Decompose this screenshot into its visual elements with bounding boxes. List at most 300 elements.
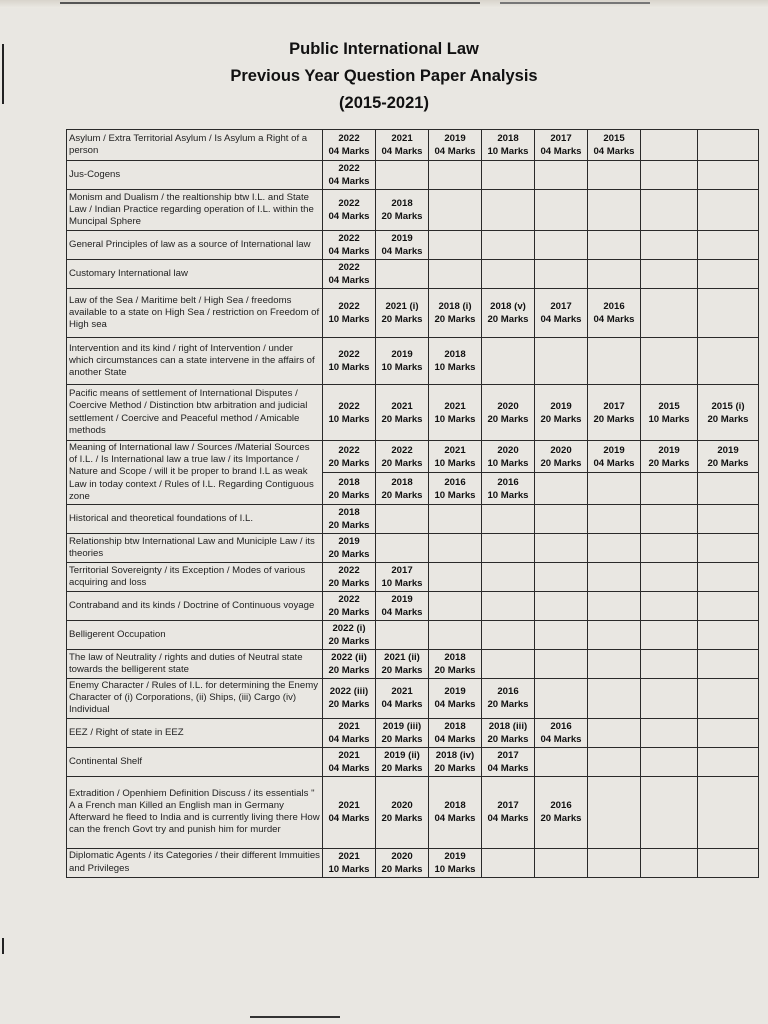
- exam-marks: 04 Marks: [593, 314, 635, 325]
- question-analysis-table: [66, 129, 759, 878]
- exam-year: 2021: [444, 444, 466, 456]
- exam-marks: 04 Marks: [328, 146, 370, 157]
- exam-marks: 04 Marks: [434, 699, 476, 711]
- exam-entry: [325, 651, 373, 677]
- exam-cell: [429, 260, 482, 289]
- exam-entry: [700, 400, 756, 426]
- exam-marks: 20 Marks: [381, 413, 423, 425]
- table-row: [67, 650, 759, 679]
- exam-marks: 20 Marks: [434, 762, 476, 774]
- exam-cell: [376, 161, 429, 190]
- exam-entry: [643, 444, 695, 470]
- exam-cell: [323, 747, 376, 776]
- scan-bottom-mark: [250, 1016, 340, 1018]
- exam-year: 2018 (iii): [488, 720, 528, 732]
- exam-cell: [482, 563, 535, 592]
- exam-marks: 10 Marks: [434, 362, 476, 373]
- exam-cell: [535, 718, 588, 747]
- exam-year: 2022: [338, 163, 360, 174]
- exam-cell: [641, 190, 698, 231]
- exam-marks: 20 Marks: [434, 665, 476, 677]
- exam-cell: [698, 747, 759, 776]
- exam-entry: [325, 232, 373, 258]
- exam-cell: [482, 338, 535, 385]
- exam-cell: [535, 289, 588, 338]
- exam-cell: [588, 260, 641, 289]
- exam-year: 2019: [391, 594, 413, 606]
- exam-cell: [376, 621, 429, 650]
- exam-cell: [588, 592, 641, 621]
- exam-entry: [537, 300, 585, 326]
- exam-year: 2016: [550, 800, 572, 812]
- exam-year: 2020: [497, 400, 519, 412]
- exam-marks: 10 Marks: [434, 457, 476, 469]
- exam-cell: [588, 534, 641, 563]
- exam-year: 2022: [338, 400, 360, 412]
- exam-cell: [535, 161, 588, 190]
- exam-marks: 20 Marks: [648, 457, 690, 469]
- exam-cell: [376, 650, 429, 679]
- exam-cell: [482, 289, 535, 338]
- exam-year: 2022 (iii): [329, 686, 369, 698]
- exam-cell: [429, 130, 482, 161]
- topic-cell: Diplomatic Agents / its Categories / their different Immuities and Privileges: [67, 848, 323, 877]
- exam-entry: [378, 593, 426, 619]
- exam-year: 2022 (ii): [331, 652, 367, 664]
- exam-entry: [325, 506, 373, 532]
- exam-marks: 20 Marks: [328, 665, 370, 677]
- exam-year: 2021: [338, 800, 360, 812]
- exam-cell: [588, 650, 641, 679]
- exam-year: 2015: [603, 133, 625, 144]
- exam-entry: [325, 400, 373, 426]
- topic-cell: Belligerent Occupation: [67, 621, 323, 650]
- exam-year: 2015: [658, 400, 680, 412]
- exam-marks: 20 Marks: [328, 636, 370, 648]
- exam-entry: [484, 749, 532, 775]
- exam-cell: [482, 679, 535, 719]
- exam-year: 2019: [550, 400, 572, 412]
- exam-cell: [641, 848, 698, 877]
- exam-cell: [588, 161, 641, 190]
- exam-cell: [588, 231, 641, 260]
- table-row: [67, 534, 759, 563]
- exam-cell: [376, 592, 429, 621]
- exam-entry: [484, 685, 532, 711]
- exam-year: 2022: [338, 444, 360, 456]
- exam-year: 2017: [550, 301, 572, 312]
- page-subtitle: Previous Year Question Paper Analysis: [230, 67, 538, 85]
- exam-entry: [431, 749, 479, 775]
- exam-cell: [376, 338, 429, 385]
- table-row: [67, 338, 759, 385]
- exam-year: 2021: [338, 749, 360, 761]
- exam-cell: [641, 231, 698, 260]
- exam-cell: [698, 441, 759, 473]
- exam-cell: [698, 385, 759, 441]
- exam-cell: [323, 679, 376, 719]
- exam-cell: [641, 473, 698, 505]
- exam-year: 2021: [391, 400, 413, 412]
- exam-marks: 04 Marks: [593, 457, 635, 469]
- exam-entry: [378, 232, 426, 258]
- exam-cell: [323, 505, 376, 534]
- exam-cell: [641, 338, 698, 385]
- table-row: [67, 679, 759, 719]
- exam-cell: [376, 534, 429, 563]
- exam-entry: [325, 850, 373, 876]
- exam-cell: [429, 592, 482, 621]
- exam-year: 2018: [338, 476, 360, 488]
- exam-cell: [323, 338, 376, 385]
- exam-marks: 20 Marks: [381, 489, 423, 501]
- exam-year: 2019 (iii): [382, 720, 422, 732]
- exam-cell: [429, 679, 482, 719]
- table-row: [67, 505, 759, 534]
- topic-cell: Enemy Character / Rules of I.L. for determining the Enemy Character of (i) Corporations, (ii) Ships, (iii) Cargo (iv) Individual: [67, 679, 323, 719]
- exam-year: 2016: [603, 301, 625, 312]
- exam-marks: 10 Marks: [487, 489, 529, 501]
- exam-entry: [431, 850, 479, 876]
- exam-cell: [698, 650, 759, 679]
- exam-entry: [325, 593, 373, 619]
- exam-cell: [429, 776, 482, 848]
- exam-cell: [482, 776, 535, 848]
- exam-cell: [323, 848, 376, 877]
- exam-entry: [643, 400, 695, 426]
- exam-year: 2018: [391, 198, 413, 209]
- exam-cell: [482, 130, 535, 161]
- exam-year: 2021: [338, 720, 360, 732]
- exam-entry: [431, 300, 479, 326]
- exam-cell: [698, 718, 759, 747]
- exam-cell: [323, 231, 376, 260]
- exam-cell: [588, 718, 641, 747]
- exam-cell: [698, 338, 759, 385]
- exam-marks: 20 Marks: [593, 413, 635, 425]
- exam-marks: 20 Marks: [381, 762, 423, 774]
- exam-entry: [325, 348, 373, 374]
- table-row: [67, 130, 759, 161]
- exam-cell: [698, 621, 759, 650]
- exam-cell: [482, 385, 535, 441]
- exam-year: 2017: [497, 800, 519, 812]
- exam-cell: [641, 718, 698, 747]
- exam-cell: [482, 650, 535, 679]
- exam-marks: 10 Marks: [434, 863, 476, 875]
- exam-cell: [429, 747, 482, 776]
- exam-cell: [429, 161, 482, 190]
- exam-marks: 04 Marks: [328, 176, 370, 187]
- table-row: [67, 289, 759, 338]
- exam-cell: [641, 260, 698, 289]
- exam-cell: [482, 505, 535, 534]
- page-date-range: (2015-2021): [339, 94, 429, 112]
- topic-cell: Pacific means of settlement of International Disputes / Coercive Method / Distinction btw arbitration and judicial settlement / Coercive and Peaceful method / Amicable methods: [67, 385, 323, 441]
- exam-year: 2021 (ii): [384, 652, 420, 664]
- table-row: [67, 592, 759, 621]
- exam-marks: 04 Marks: [328, 275, 370, 286]
- exam-entry: [484, 720, 532, 746]
- exam-cell: [535, 592, 588, 621]
- exam-entry: [590, 132, 638, 158]
- exam-year: 2021 (i): [385, 301, 419, 312]
- exam-cell: [429, 505, 482, 534]
- exam-entry: [325, 564, 373, 590]
- exam-year: 2018: [444, 349, 466, 360]
- exam-marks: 04 Marks: [381, 607, 423, 619]
- exam-marks: 10 Marks: [434, 489, 476, 501]
- topic-cell: Meaning of International law / Sources /Material Sources of I.L. / Is International law a true law / its Importance / Nature and Scope / will it be proper to brand I.L as weak Law in today context / Rules of I.L. Regarding Contiguous zone: [67, 441, 323, 505]
- exam-cell: [535, 338, 588, 385]
- exam-marks: 04 Marks: [328, 733, 370, 745]
- exam-entry: [378, 799, 426, 825]
- exam-cell: [535, 621, 588, 650]
- exam-marks: 10 Marks: [648, 413, 690, 425]
- exam-cell: [698, 190, 759, 231]
- table-row: [67, 563, 759, 592]
- exam-marks: 10 Marks: [328, 314, 370, 325]
- exam-marks: 20 Marks: [328, 578, 370, 590]
- exam-year: 2020: [391, 800, 413, 812]
- exam-marks: 04 Marks: [540, 733, 582, 745]
- exam-year: 2019 (ii): [384, 749, 420, 761]
- exam-year: 2022: [338, 349, 360, 360]
- exam-cell: [323, 592, 376, 621]
- exam-cell: [323, 289, 376, 338]
- exam-marks: 04 Marks: [328, 211, 370, 222]
- exam-cell: [641, 776, 698, 848]
- exam-marks: 10 Marks: [434, 413, 476, 425]
- exam-cell: [482, 592, 535, 621]
- exam-cell: [641, 385, 698, 441]
- exam-year: 2019: [603, 444, 625, 456]
- exam-entry: [484, 132, 532, 158]
- exam-year: 2018 (v): [490, 301, 526, 312]
- exam-marks: 04 Marks: [328, 813, 370, 825]
- exam-cell: [482, 747, 535, 776]
- exam-marks: 04 Marks: [540, 146, 582, 157]
- exam-marks: 04 Marks: [381, 146, 423, 157]
- exam-marks: 20 Marks: [487, 699, 529, 711]
- exam-year: 2022: [338, 233, 360, 244]
- exam-year: 2019: [444, 686, 466, 698]
- exam-cell: [376, 718, 429, 747]
- topic-cell: Customary International law: [67, 260, 323, 289]
- exam-cell: [698, 130, 759, 161]
- table-row: [67, 260, 759, 289]
- exam-cell: [698, 231, 759, 260]
- exam-cell: [323, 650, 376, 679]
- exam-cell: [376, 260, 429, 289]
- exam-year: 2022: [338, 301, 360, 312]
- exam-cell: [429, 473, 482, 505]
- exam-year: 2018: [444, 800, 466, 812]
- exam-year: 2017: [603, 400, 625, 412]
- exam-cell: [323, 718, 376, 747]
- exam-marks: 10 Marks: [328, 362, 370, 373]
- exam-entry: [537, 132, 585, 158]
- exam-cell: [429, 385, 482, 441]
- exam-cell: [429, 650, 482, 679]
- exam-cell: [429, 231, 482, 260]
- exam-cell: [641, 161, 698, 190]
- exam-cell: [535, 190, 588, 231]
- exam-cell: [698, 505, 759, 534]
- exam-year: 2022: [338, 594, 360, 606]
- exam-cell: [698, 592, 759, 621]
- exam-year: 2022: [338, 198, 360, 209]
- exam-cell: [482, 718, 535, 747]
- exam-cell: [698, 534, 759, 563]
- exam-cell: [482, 231, 535, 260]
- exam-year: 2018: [391, 476, 413, 488]
- exam-cell: [698, 289, 759, 338]
- exam-cell: [429, 338, 482, 385]
- exam-cell: [698, 473, 759, 505]
- exam-entry: [378, 300, 426, 326]
- exam-cell: [588, 385, 641, 441]
- exam-marks: 20 Marks: [381, 863, 423, 875]
- exam-year: 2019: [658, 444, 680, 456]
- table-row: [67, 190, 759, 231]
- table-row: [67, 747, 759, 776]
- exam-cell: [588, 848, 641, 877]
- scan-top-edge: [0, 0, 768, 8]
- exam-marks: 04 Marks: [487, 813, 529, 825]
- exam-marks: 04 Marks: [593, 146, 635, 157]
- exam-entry: [325, 799, 373, 825]
- exam-cell: [429, 534, 482, 563]
- exam-cell: [588, 563, 641, 592]
- exam-cell: [323, 534, 376, 563]
- exam-cell: [588, 130, 641, 161]
- exam-year: 2020: [391, 850, 413, 862]
- exam-marks: 04 Marks: [381, 246, 423, 257]
- table-row: [67, 231, 759, 260]
- exam-year: 2017: [550, 133, 572, 144]
- exam-year: 2017: [391, 565, 413, 577]
- table-row: [67, 848, 759, 877]
- exam-year: 2018 (i): [438, 301, 472, 312]
- exam-marks: 20 Marks: [381, 665, 423, 677]
- exam-cell: [641, 679, 698, 719]
- exam-cell: [482, 534, 535, 563]
- exam-entry: [484, 400, 532, 426]
- exam-cell: [588, 621, 641, 650]
- exam-cell: [376, 776, 429, 848]
- exam-entry: [537, 444, 585, 470]
- exam-marks: 10 Marks: [328, 863, 370, 875]
- exam-cell: [588, 289, 641, 338]
- exam-year: 2019: [444, 850, 466, 862]
- exam-cell: [698, 776, 759, 848]
- topic-cell: Continental Shelf: [67, 747, 323, 776]
- topic-cell: Intervention and its kind / right of Intervention / under which circumstances can a state intervene in the affairs of another State: [67, 338, 323, 385]
- exam-marks: 20 Marks: [381, 457, 423, 469]
- exam-year: 2020: [550, 444, 572, 456]
- exam-year: 2019: [338, 536, 360, 548]
- exam-entry: [484, 444, 532, 470]
- exam-cell: [376, 130, 429, 161]
- exam-entry: [431, 799, 479, 825]
- exam-cell: [641, 534, 698, 563]
- exam-marks: 10 Marks: [487, 146, 529, 157]
- exam-entry: [431, 132, 479, 158]
- exam-cell: [429, 621, 482, 650]
- exam-cell: [482, 473, 535, 505]
- exam-entry: [378, 749, 426, 775]
- topic-cell: Relationship btw International Law and Municiple Law / its theories: [67, 534, 323, 563]
- exam-cell: [641, 130, 698, 161]
- exam-marks: 04 Marks: [434, 813, 476, 825]
- exam-entry: [325, 622, 373, 648]
- exam-marks: 20 Marks: [487, 413, 529, 425]
- topic-cell: General Principles of law as a source of International law: [67, 231, 323, 260]
- exam-cell: [323, 563, 376, 592]
- exam-year: 2021: [338, 850, 360, 862]
- table-row: [67, 441, 759, 473]
- exam-cell: [535, 505, 588, 534]
- exam-cell: [429, 718, 482, 747]
- exam-year: 2016: [497, 686, 519, 698]
- exam-cell: [376, 747, 429, 776]
- exam-entry: [325, 197, 373, 223]
- exam-cell: [376, 505, 429, 534]
- exam-cell: [588, 441, 641, 473]
- exam-marks: 20 Marks: [381, 211, 423, 222]
- exam-entry: [431, 400, 479, 426]
- exam-marks: 10 Marks: [328, 413, 370, 425]
- exam-entry: [431, 348, 479, 374]
- exam-entry: [325, 162, 373, 188]
- exam-cell: [535, 848, 588, 877]
- exam-marks: 20 Marks: [328, 699, 370, 711]
- table-row: [67, 718, 759, 747]
- exam-year: 2019: [391, 233, 413, 244]
- exam-cell: [482, 621, 535, 650]
- exam-cell: [376, 289, 429, 338]
- exam-cell: [641, 563, 698, 592]
- topic-cell: Contraband and its kinds / Doctrine of Continuous voyage: [67, 592, 323, 621]
- exam-marks: 20 Marks: [328, 457, 370, 469]
- exam-cell: [698, 260, 759, 289]
- exam-marks: 20 Marks: [487, 733, 529, 745]
- topic-cell: The law of Neutrality / rights and duties of Neutral state towards the belligerent state: [67, 650, 323, 679]
- exam-year: 2016: [497, 476, 519, 488]
- exam-cell: [535, 534, 588, 563]
- exam-cell: [535, 385, 588, 441]
- exam-cell: [641, 441, 698, 473]
- exam-entry: [325, 444, 373, 470]
- exam-cell: [429, 289, 482, 338]
- exam-entry: [537, 400, 585, 426]
- exam-marks: 04 Marks: [328, 762, 370, 774]
- exam-year: 2019: [717, 444, 739, 456]
- exam-entry: [325, 535, 373, 561]
- exam-entry: [484, 300, 532, 326]
- exam-entry: [325, 261, 373, 287]
- exam-marks: 20 Marks: [328, 520, 370, 532]
- topic-cell: Law of the Sea / Maritime belt / High Sea / freedoms available to a state on High Sea / restriction on Freedom of High sea: [67, 289, 323, 338]
- exam-marks: 20 Marks: [328, 607, 370, 619]
- exam-entry: [325, 685, 373, 711]
- exam-cell: [376, 385, 429, 441]
- exam-cell: [641, 592, 698, 621]
- exam-entry: [431, 444, 479, 470]
- exam-cell: [482, 190, 535, 231]
- exam-cell: [376, 190, 429, 231]
